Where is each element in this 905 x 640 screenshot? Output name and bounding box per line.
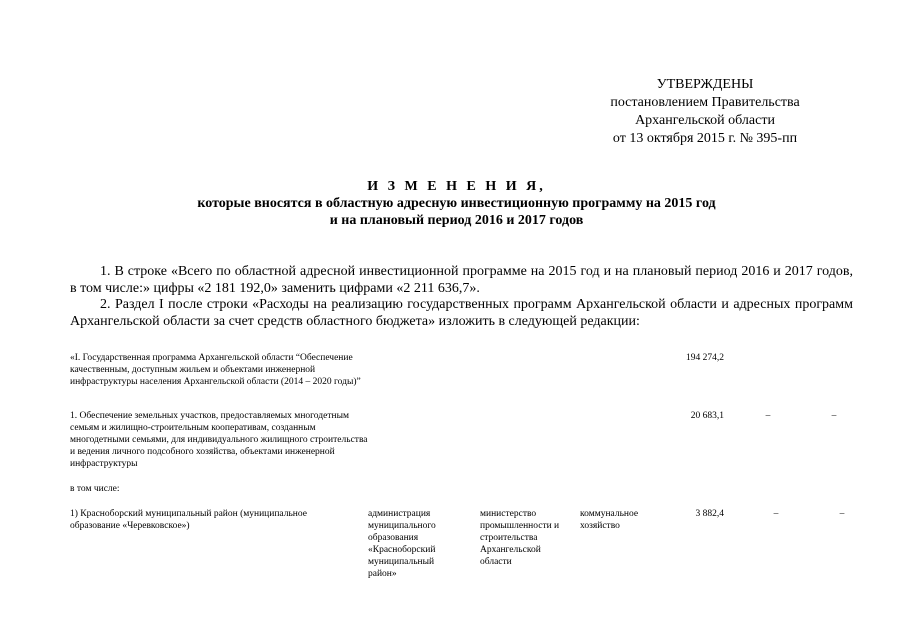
paragraph-1: 1. В строке «Всего по областной адресной инвестиционной программе на 2015 год и на плановый период 2016 и 2017 годов, в том числе:» цифры «2 181 192,0» заменить цифрами «2 211 636,7». <box>70 264 853 296</box>
row4-name: 1) Красноборский муниципальный район (муниципальное образование «Черевковское») <box>70 509 307 531</box>
approval-line: постановлением Правительства <box>610 95 800 110</box>
row4-dash-2017: – <box>839 509 845 519</box>
row4-sector: коммунальное хозяйство <box>580 509 639 531</box>
document-heading <box>100 178 813 229</box>
row2-name: 1. Обеспечение земельных участков, предоставляемых многодетным семьям и жилищно-строительным кооперативам, созданным многодетными семьями, для индивидуального жилищного строительства и ведения личного подсобного хозяйства, объектами инженерной инфраструктуры <box>70 411 368 469</box>
document-title: И З М Е Н Е Н И Я, <box>367 179 546 194</box>
document-subtitle: которые вносятся в областную адресную инвестиционную программу на 2015 год <box>197 196 716 211</box>
document-subtitle: и на плановый период 2016 и 2017 годов <box>329 213 584 228</box>
row4-ministry: министерство промышленности и строительства Архангельской области <box>480 509 560 567</box>
row4-customer: администрация муниципального образования «Красноборский муниципальный район» <box>368 509 436 579</box>
row4-amount: 3 882,4 <box>695 509 724 519</box>
row1-amount: 194 274,2 <box>686 353 724 363</box>
approval-line: Архангельской области <box>635 113 775 128</box>
row2-dash-2017: – <box>831 411 837 421</box>
row3-name: в том числе: <box>70 484 120 494</box>
approval-title: УТВЕРЖДЕНЫ <box>656 77 754 92</box>
row2-amount: 20 683,1 <box>690 411 724 421</box>
row2-dash-2016: – <box>765 411 771 421</box>
approval-date: от 13 октября 2015 г. № 395-пп <box>612 131 798 146</box>
paragraph-2: 2. Раздел I после строки «Расходы на реализацию государственных программ Архангельской области и адресных программ Архангельской области за счет средств областного бюджета» изложить в следующей редакции: <box>70 297 853 329</box>
row4-dash-2016: – <box>773 509 779 519</box>
row1-name: «I. Государственная программа Архангельской области “Обеспечение качественным, доступным жильем и объектами инженерной инфраструктуры населения Архангельской области (2014 – 2020 годы)” <box>70 353 361 387</box>
approval-stamp <box>585 76 825 148</box>
